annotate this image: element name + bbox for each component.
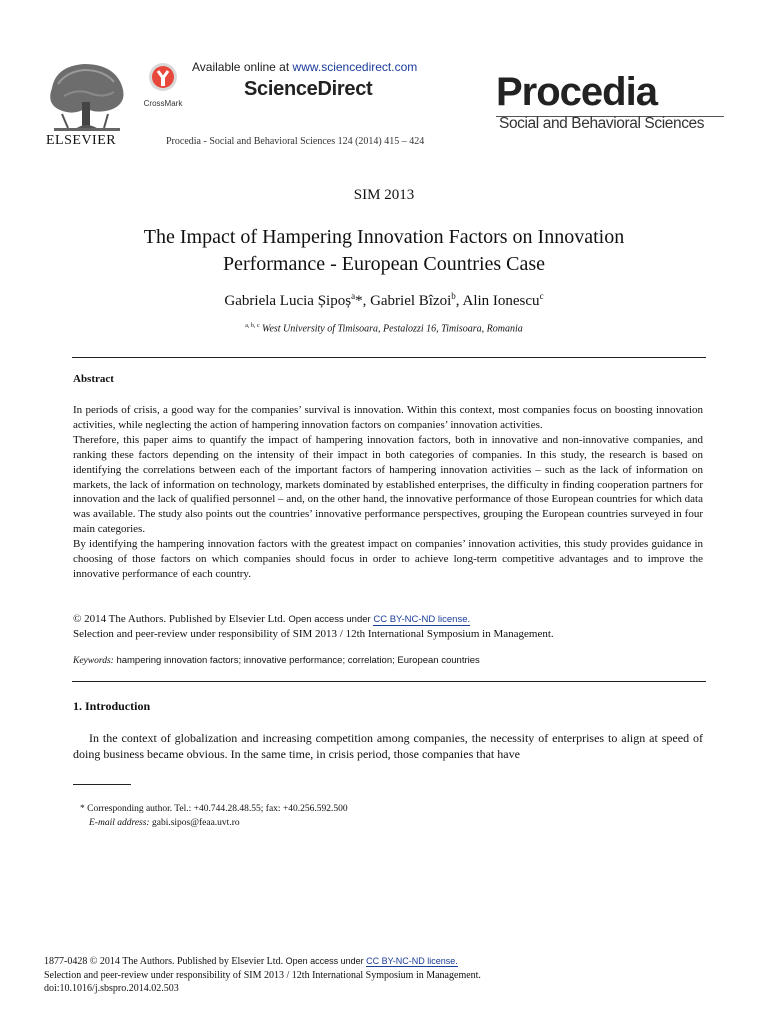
author-separator: , [455, 293, 463, 309]
keywords [73, 655, 480, 666]
footnote [80, 802, 348, 830]
affiliation-marks: a, b, c [245, 323, 260, 329]
author-3: Alin Ionescu [462, 293, 540, 309]
author-2: Gabriel Bîzoi [370, 293, 452, 309]
corresponding-author-line: * Corresponding author. Tel.: +40.744.28.48.55; fax: +40.256.592.500 [80, 804, 348, 814]
author-1: Gabriela Lucia Șipoș [224, 293, 352, 309]
abstract-paragraph-3: By identifying the hampering innovation factors with the greatest impact on companies’ innovation activities, this study provides guidance in choosing of those factors on which companies should focus in order to achieve long-term competitive advantages and to improve the innovative performance of each country. [73, 538, 703, 580]
footer-open-access-text: Open access under [285, 956, 367, 966]
affiliation-text: West University of Timisoara, Pestalozzi 16, Timisoara, Romania [262, 323, 523, 335]
author-list [0, 291, 768, 310]
section-heading-introduction: 1. Introduction [73, 699, 151, 713]
sciencedirect-logo: ScienceDirect [244, 78, 373, 100]
introduction-text: In the context of globalization and increasing competition among companies, the necessity of enterprises to align at speed of doing business became obvious. In the same time, in crisis period, those companies that have [73, 731, 703, 761]
open-access-text: Open access under [288, 614, 374, 625]
copyright-text: © 2014 The Authors. Published by Elsevier Ltd. [73, 613, 289, 625]
doi[interactable]: doi:10.1016/j.sbspro.2014.02.503 [44, 983, 179, 995]
title-line-1: The Impact of Hampering Innovation Factors on Innovation [143, 226, 625, 248]
footer-copyright-text: 1877-0428 © 2014 The Authors. Published by Elsevier Ltd. [44, 956, 286, 967]
abstract-paragraph-1: In periods of crisis, a good way for the companies’ survival is innovation. Within this context, most companies focus on boosting innovation activities, while neglecting the action of hampering innovation factors on companies’ innovation activities. [73, 404, 703, 431]
procedia-subtitle: Social and Behavioral Sciences [499, 115, 705, 132]
email-label: E-mail address: [89, 818, 150, 828]
available-online-line [192, 60, 417, 74]
peer-review-line: Selection and peer-review under responsibility of SIM 2013 / 12th International Symposium in Management. [73, 628, 554, 640]
footer-copyright-line [44, 955, 481, 969]
author-3-affil: c [539, 291, 544, 301]
page-footer [44, 955, 481, 996]
footnote-divider [73, 784, 131, 785]
abstract-heading: Abstract [73, 373, 114, 385]
author-1-affil: a [351, 291, 356, 301]
footer-license-link[interactable]: CC BY-NC-ND license. [366, 956, 458, 966]
crossmark-label: CrossMark [143, 99, 183, 108]
journal-citation: Procedia - Social and Behavioral Sciences 124 (2014) 415 – 424 [166, 136, 425, 147]
author-2-affil: b [451, 291, 456, 301]
crossmark-icon [148, 62, 178, 92]
email-address: gabi.sipos@feaa.uvt.ro [149, 818, 240, 828]
title-line-2: Performance - European Countries Case [222, 253, 546, 275]
copyright-line [73, 612, 703, 627]
affiliation [0, 323, 768, 334]
abstract-paragraph-2: Therefore, this paper aims to quantify the impact of hampering innovation factors, both in innovative and non-innovative companies, and ranking these factors depending on the intensity of their impact in both categories of companies. In this study, the research is based on identifying the correlations between each of the important factors of hampering innovation activities – such as the lack of information on markets, the lack of information on technology, markets dominated by established enterprises, the difficulty in finding cooperation partners for innovation and the lack of qualified personnel – and, on the other hand, the innovative performance of those European countries for which data was available. The study also points out the countries’ innovative performance perspectives, grouping the European countries surveyed in four main categories. [73, 433, 703, 536]
conference-name: SIM 2013 [353, 187, 415, 203]
article-title [60, 224, 708, 278]
license-link[interactable]: CC BY-NC-ND license. [373, 614, 471, 625]
copyright-block [73, 612, 703, 641]
email-line [80, 816, 348, 830]
divider-bottom [72, 681, 706, 682]
sciencedirect-link[interactable]: www.sciencedirect.com [292, 60, 418, 74]
keywords-text: hampering innovation factors; innovative performance; correlation; European countries [113, 655, 480, 666]
corresponding-mark: *, [355, 293, 371, 309]
divider-top [72, 357, 706, 358]
keywords-label: Keywords: [73, 656, 114, 666]
procedia-title: Procedia [496, 70, 657, 114]
abstract-body [73, 403, 703, 582]
footer-peer-review-line: Selection and peer-review under responsibility of SIM 2013 / 12th International Symposium in Management. [44, 969, 481, 981]
elsevier-wordmark: ELSEVIER [46, 133, 117, 148]
available-prefix: Available online at [192, 60, 293, 74]
crossmark-badge[interactable] [140, 62, 186, 108]
